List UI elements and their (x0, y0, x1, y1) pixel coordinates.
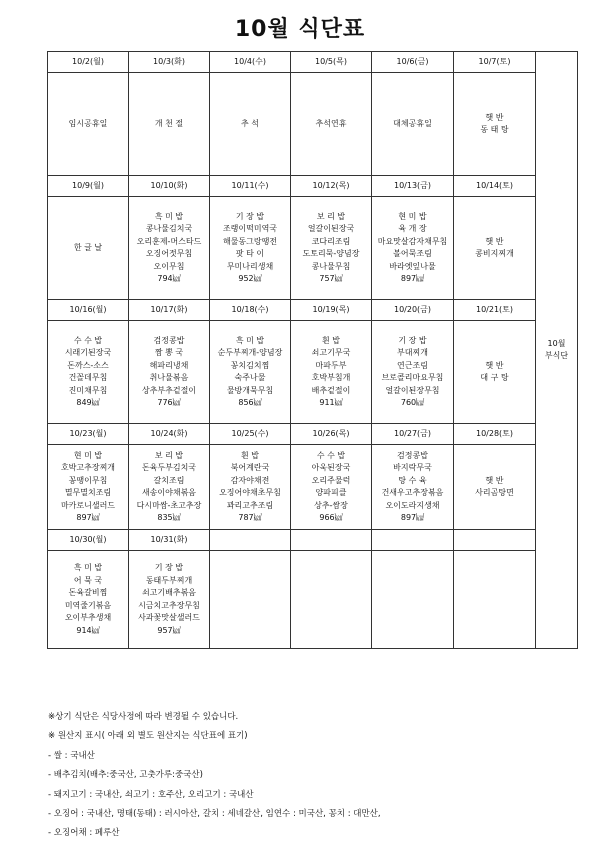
menu-item: 952㎉ (238, 274, 262, 283)
page-title: 10월 식단표 (234, 17, 366, 42)
note-line: ※ 원산지 표시( 아래 외 별도 원산지는 식단표에 표기) (48, 731, 248, 742)
date-cell: 10/16(월) (48, 300, 129, 321)
date-cell: 10/25(수) (210, 424, 291, 445)
menu-cell (48, 445, 129, 530)
menu-item: 오이부추생채 (64, 613, 112, 622)
menu-item: 기 장 밥 (154, 563, 184, 572)
menu-cell (210, 197, 291, 300)
date-cell: 10/7(토) (454, 52, 536, 73)
menu-item: 흑 미 밥 (154, 211, 184, 221)
menu-item: 북어계란국 (230, 463, 270, 472)
menu-item: 양파피클 (315, 488, 347, 497)
menu-item: 동 태 탕 (480, 125, 509, 134)
menu-item: 오이도라지생채 (385, 500, 440, 510)
menu-cell (291, 73, 372, 176)
note-line: - 돼지고기 : 국내산, 쇠고기 : 호주산, 오리고기 : 국내산 (48, 789, 254, 800)
menu-item: 볼어묵조림 (393, 249, 432, 258)
menu-item: 897㎉ (400, 513, 425, 522)
menu-item: 상추부추겉절이 (141, 385, 197, 395)
date-cell: 10/30(월) (48, 530, 129, 551)
menu-cell (372, 321, 454, 424)
menu-item: 마파두부 (315, 360, 347, 370)
menu-cell (129, 197, 210, 300)
side-label (536, 52, 578, 649)
menu-cell (48, 197, 129, 300)
menu-item: 얼갈이된장국 (307, 224, 355, 233)
menu-item: 진미채무침 (68, 385, 108, 395)
menu-item: 776㎉ (157, 398, 181, 407)
menu-item: 탕 수 육 (398, 475, 427, 485)
notes (48, 708, 578, 844)
menu-item: 대체공휴일 (393, 118, 432, 128)
date-cell: 10/20(금) (372, 300, 454, 321)
menu-item: 760㎉ (400, 398, 425, 407)
menu-item: 흑 미 밥 (73, 563, 103, 572)
menu-cell (210, 321, 291, 424)
date-cell: 10/5(목) (291, 52, 372, 73)
menu-cell (454, 445, 536, 530)
menu-item: 오징어젓무침 (145, 249, 193, 258)
menu-item: 수 수 밥 (316, 450, 346, 460)
menu-item: 897㎉ (76, 513, 100, 522)
date-cell: 10/23(월) (48, 424, 129, 445)
menu-row (48, 551, 578, 649)
menu-item: 흑 미 밥 (235, 335, 265, 345)
menu-item: 돈까스-소스 (67, 360, 109, 370)
menu-item: 꽁땡이무침 (68, 475, 108, 485)
menu-item: 856㎉ (238, 398, 262, 407)
menu-item: 숙주나물 (234, 373, 266, 382)
date-cell: 10/17(화) (129, 300, 210, 321)
menu-item: 757㎉ (319, 274, 343, 283)
menu-item: 해물동그랑땡전 (222, 236, 278, 246)
menu-cell (291, 197, 372, 300)
menu-item: 꽁치김치찜 (230, 360, 270, 370)
menu-item: 햇 반 (485, 475, 504, 485)
menu-item: 짬 뽕 국 (154, 348, 184, 357)
menu-cell (129, 445, 210, 530)
menu-item: 수 수 밥 (73, 335, 103, 345)
menu-cell (48, 321, 129, 424)
menu-cell (291, 321, 372, 424)
menu-item: 건꼴데무침 (68, 373, 108, 382)
menu-item: 보 리 밥 (154, 450, 184, 460)
date-cell: 10/19(목) (291, 300, 372, 321)
menu-item: 팟 타 이 (235, 249, 265, 258)
menu-item: 멸무멸치조림 (64, 488, 112, 497)
date-cell: 10/2(월) (48, 52, 129, 73)
menu-item: 쇠고기무국 (311, 348, 351, 357)
date-row (48, 530, 578, 551)
menu-item: 콩비지찌개 (475, 249, 514, 258)
menu-item: 동태두부찌개 (145, 575, 193, 585)
menu-item: 835㎉ (157, 513, 181, 522)
menu-cell (454, 321, 536, 424)
menu-item: 보 리 밥 (316, 211, 346, 221)
note-line: - 쌀 : 국내산 (48, 750, 95, 761)
menu-item: 콩나물무침 (311, 261, 351, 271)
menu-item: 콩나물김치국 (145, 224, 193, 233)
menu-item: 검정콩밥 (397, 450, 428, 460)
date-cell: 10/13(금) (372, 176, 454, 197)
date-cell: 10/6(금) (372, 52, 454, 73)
menu-item: 914㎉ (76, 625, 100, 635)
menu-item: 바라엣잎나물 (389, 261, 436, 271)
menu-item: 대 구 탕 (480, 373, 509, 382)
menu-item: 햇 반 (485, 236, 504, 246)
menu-item: 마카로니샐러드 (60, 500, 116, 510)
date-cell: 10/11(수) (210, 176, 291, 197)
menu-item: 오이무침 (153, 261, 185, 271)
menu-item: 돈육두부김치국 (141, 463, 197, 472)
date-cell: 10/14(토) (454, 176, 536, 197)
menu-cell (210, 73, 291, 176)
menu-item: 한 글 날 (73, 242, 103, 252)
menu-item: 오리주물럭 (311, 475, 351, 485)
date-row (48, 52, 578, 73)
menu-item: 브로콜리마요무침 (381, 373, 444, 382)
menu-item: 햇 반 (485, 112, 504, 122)
menu-cell (454, 197, 536, 300)
menu-item: 연근조림 (397, 360, 428, 370)
menu-item: 흰 밥 (241, 450, 259, 460)
menu-cell (48, 73, 129, 176)
menu-item: 어 묵 국 (73, 575, 103, 585)
note-line: - 배추김치(배추:중국산, 고춧가루:중국산) (48, 770, 203, 781)
menu-item: 건새우고추장볶음 (381, 488, 444, 497)
note-line: - 오징어채 : 페루산 (48, 828, 120, 839)
menu-item: 아욱된장국 (311, 463, 351, 472)
menu-item: 쇠고기배추볶음 (141, 588, 197, 597)
menu-cell (372, 73, 454, 176)
menu-item: 돈육갈비찜 (68, 588, 108, 597)
date-row (48, 300, 578, 321)
menu-item: 코다리조림 (311, 236, 351, 246)
menu-cell (129, 321, 210, 424)
menu-item: 개 천 절 (154, 118, 184, 128)
menu-item: 794㎉ (157, 274, 181, 283)
menu-item: 감자야채전 (230, 475, 270, 485)
date-cell (372, 530, 454, 551)
menu-item: 흰 밥 (322, 335, 340, 345)
menu-cell (291, 445, 372, 530)
menu-item: 사리곰탕면 (475, 488, 514, 497)
date-cell: 10/18(수) (210, 300, 291, 321)
menu-item: 849㎉ (76, 398, 100, 407)
menu-item: 취나물볶음 (149, 373, 189, 382)
menu-item: 갈치조림 (153, 475, 185, 485)
menu-row (48, 197, 578, 300)
menu-item: 도토리묵-양념장 (302, 249, 360, 258)
menu-item: 다시마쌈-초고추장 (136, 500, 202, 510)
menu-item: 미역줄기볶음 (64, 600, 112, 610)
side-label-month: 10월 (547, 338, 566, 348)
menu-item: 조랭이떡미역국 (222, 224, 278, 233)
date-cell (210, 530, 291, 551)
menu-item: 임시공휴일 (68, 118, 108, 128)
menu-item: 현 미 밥 (73, 450, 103, 460)
menu-item: 꽈리고추조림 (226, 500, 274, 510)
date-row (48, 424, 578, 445)
menu-cell (129, 73, 210, 176)
date-cell: 10/4(수) (210, 52, 291, 73)
menu-cell (210, 445, 291, 530)
menu-item: 호박고추장찌개 (60, 463, 116, 472)
menu-item: 햇 반 (485, 360, 504, 370)
menu-item: 추 석 (241, 118, 259, 128)
menu-table (47, 51, 578, 649)
menu-item: 부대찌개 (397, 348, 428, 357)
menu-row (48, 445, 578, 530)
menu-item: 957㎉ (157, 625, 181, 635)
menu-item: 기 장 밥 (398, 335, 427, 345)
menu-item: 현 미 밥 (398, 211, 427, 221)
date-cell: 10/31(화) (129, 530, 210, 551)
menu-cell (129, 551, 210, 649)
menu-cell (48, 551, 129, 649)
menu-item: 검정콩밥 (153, 335, 185, 345)
date-cell: 10/21(토) (454, 300, 536, 321)
side-label-text: 부식단 (544, 351, 569, 360)
date-cell (291, 530, 372, 551)
date-cell: 10/12(목) (291, 176, 372, 197)
menu-cell (454, 551, 536, 649)
menu-item: 911㎉ (319, 398, 343, 407)
menu-item: 966㎉ (319, 513, 343, 522)
menu-item: 육 개 장 (398, 224, 427, 233)
menu-item: 787㎉ (238, 513, 262, 522)
menu-item: 바지락무국 (393, 463, 432, 472)
menu-item: 897㎉ (400, 274, 425, 283)
menu-item: 새송이야채볶음 (141, 488, 197, 497)
menu-item: 추석연휴 (315, 118, 347, 128)
menu-item: 호박부침개 (311, 373, 351, 382)
date-cell: 10/27(금) (372, 424, 454, 445)
menu-item: 시래기된장국 (64, 348, 112, 357)
date-cell: 10/3(화) (129, 52, 210, 73)
menu-cell (291, 551, 372, 649)
date-cell: 10/24(화) (129, 424, 210, 445)
date-row (48, 176, 578, 197)
date-cell: 10/28(토) (454, 424, 536, 445)
menu-item: 무미나리생채 (226, 261, 274, 271)
menu-row (48, 321, 578, 424)
menu-item: 시금치고추장무침 (138, 600, 200, 610)
date-cell: 10/26(목) (291, 424, 372, 445)
date-cell: 10/10(화) (129, 176, 210, 197)
menu-cell (454, 73, 536, 176)
note-line: - 오징어 : 국내산, 명태(동태) : 러시아산, 갈치 : 세네갈산, 임연수 : 미국산, 꽁치 : 대만산, (48, 808, 381, 819)
menu-cell (372, 551, 454, 649)
menu-item: 물방개묵무침 (226, 385, 274, 395)
menu-item: 기 장 밥 (235, 211, 265, 221)
menu-item: 사과꽃맛살샐러드 (138, 613, 200, 622)
menu-cell (372, 197, 454, 300)
menu-item: 해파리냉채 (149, 360, 189, 370)
note-line: ※상기 식단은 식당사정에 따라 변경될 수 있습니다. (48, 712, 239, 722)
menu-row (48, 73, 578, 176)
menu-item: 배추겉절이 (311, 385, 351, 395)
date-cell (454, 530, 536, 551)
menu-cell (372, 445, 454, 530)
menu-item: 오리훈제-머스타드 (136, 236, 202, 246)
menu-item: 상추-쌈장 (314, 500, 348, 510)
date-cell: 10/9(월) (48, 176, 129, 197)
menu-item: 오징어야채초무침 (219, 488, 281, 497)
menu-cell (210, 551, 291, 649)
menu-item: 순두부찌개-양념장 (217, 348, 283, 357)
menu-item: 얼갈이된장무침 (385, 385, 440, 395)
menu-item: 마요맛살감자채무침 (377, 236, 448, 246)
